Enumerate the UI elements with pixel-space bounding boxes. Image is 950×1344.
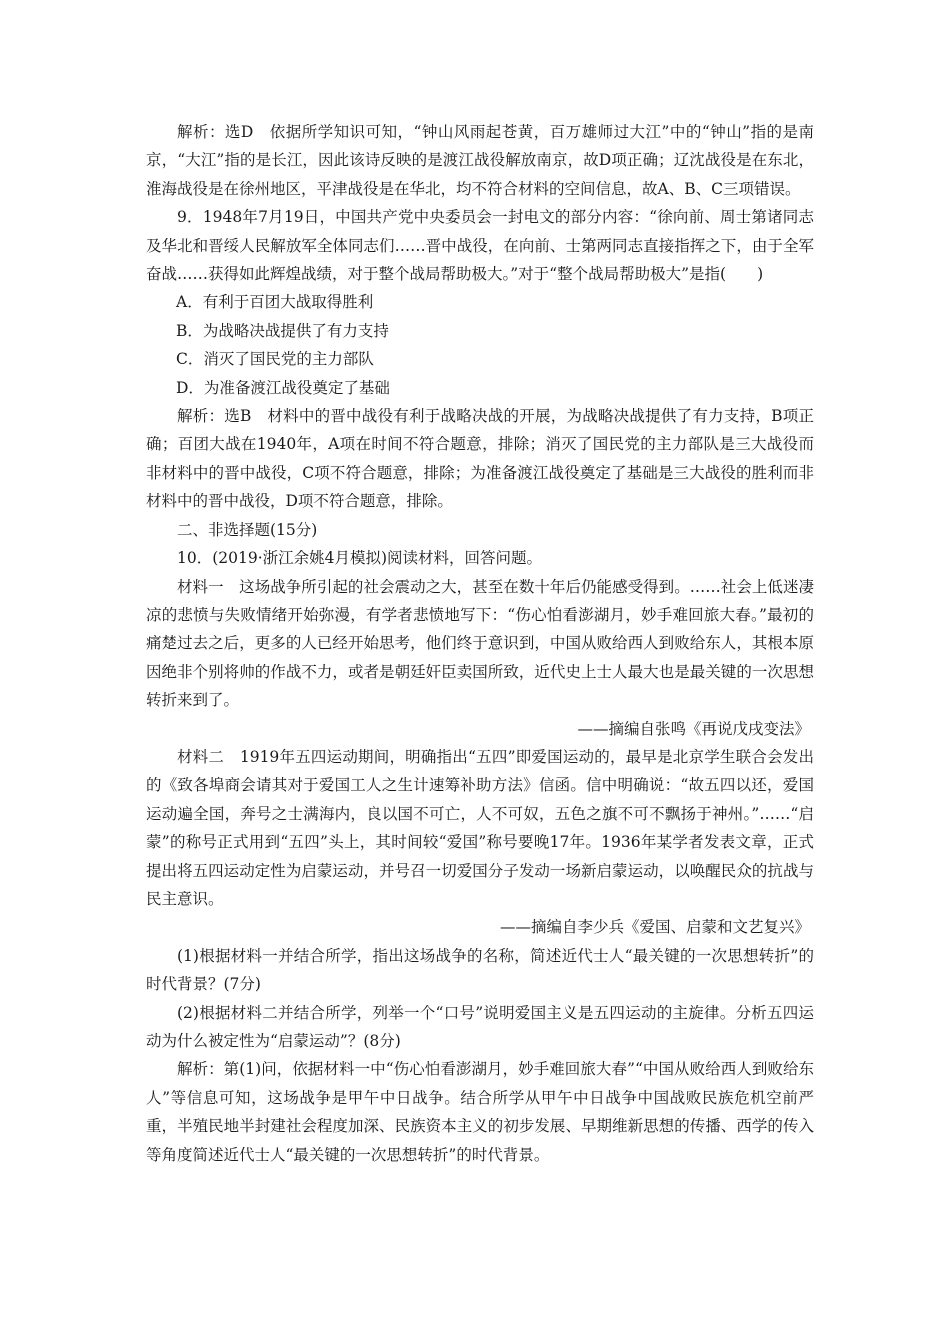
material-one-source: ——摘编自张鸣《再说戊戌变法》 [577, 719, 810, 738]
analysis-q9: 解析：选B 材料中的晋中战役有利于战略决战的开展，为战略决战提供了有力支持，B项正确；百团大战在1940年，A项在时间不符合题意，排除；消灭了国民党的主力部队是三大战役而非材料中的晋中战役，C项不符合题意，排除；为准备渡江战役奠定了基础是三大战役的胜利而非材料中的晋中战役，D项不符合题意，排除。 [146, 407, 814, 511]
question-10-part-1: (1)根据材料一并结合所学，指出这场战争的名称，简述近代士人“最关键的一次思想转折”的时代背景？(7分) [146, 946, 814, 994]
material-two-source: ——摘编自李少兵《爱国、启蒙和文艺复兴》 [499, 918, 810, 937]
question-9-option-b: B．为战略决战提供了有力支持 [176, 321, 389, 340]
question-9-option-c: C．消灭了国民党的主力部队 [176, 350, 374, 369]
section-heading: 二、非选择题(15分) [177, 520, 318, 539]
question-10-part-2: (2)根据材料二并结合所学，列举一个“口号”说明爱国主义是五四运动的主旋律。分析五四运动为什么被定性为“启蒙运动”？(8分) [146, 1003, 814, 1050]
document-page [146, 118, 814, 1169]
question-9-option-a: A．有利于百团大战取得胜利 [176, 293, 374, 312]
analysis-q8: 解析：选D 依据所学知识可知，“钟山风雨起苍黄，百万雄师过大江”中的“钟山”指的是南京，“大江”指的是长江，因此该诗反映的是渡江战役解放南京，故D项正确；辽沈战役是在东北，淮海战役是在徐州地区，平津战役是在华北，均不符合材料的空间信息，故A、B、C三项错误。 [146, 123, 814, 198]
material-two: 材料二 1919年五四运动期间，明确指出“五四”即爱国运动的，最早是北京学生联合会发出的《致各埠商会请其对于爱国工人之生计速筹补助方法》信函。信中明确说：“故五四以还，爱国运动遍全国，奔号之士满海内，良以国不可亡，人不可奴，五色之旗不可不飘扬于神州。”……“启蒙”的称号正式用到“五四”头上，其时间较“爱国”称号要晚17年。1936年某学者发表文章，正式提出将五四运动定性为启蒙运动，并号召一切爱国分子发动一场新启蒙运动，以唤醒民众的抗战与民主意识。 [146, 747, 814, 908]
question-9-option-d: D．为准备渡江战役奠定了基础 [176, 378, 390, 397]
analysis-q10: 解析：第(1)问，依据材料一中“伤心怕看澎湖月，妙手难回旅大春”“中国从败给西人到败给东人”等信息可知，这场战争是甲午中日战争。结合所学从甲午中日战争中国战败民族危机空前严重，半殖民地半封建社会程度加深、民族资本主义的初步发展、早期维新思想的传播、西学的传入等角度简述近代士人“最关键的一次思想转折”的时代背景。 [146, 1060, 814, 1164]
question-9-stem: 9．1948年7月19日，中国共产党中央委员会一封电文的部分内容：“徐向前、周士第诸同志及华北和晋绥人民解放军全体同志们……晋中战役，在向前、士第两同志直接指挥之下，由于全军奋战……获得如此辉煌战绩，对于整个战局帮助极大。”对于“整个战局帮助极大”是指( ) [146, 208, 814, 284]
question-10-stem: 10．(2019·浙江余姚4月模拟)阅读材料，回答问题。 [177, 549, 543, 568]
material-one: 材料一 这场战争所引起的社会震动之大，甚至在数十年后仍能感受得到。……社会上低迷凄凉的悲愤与失败情绪开始弥漫，有学者悲愤地写下：“伤心怕看澎湖月，妙手难回旅大春。”最初的痛楚过去之后，更多的人已经开始思考，他们终于意识到，中国从败给西人到败给东人，其根本原因绝非个别将帅的作战不力，或者是朝廷奸臣卖国所致，近代史上士人最大也是最关键的一次思想转折来到了。 [146, 577, 814, 710]
